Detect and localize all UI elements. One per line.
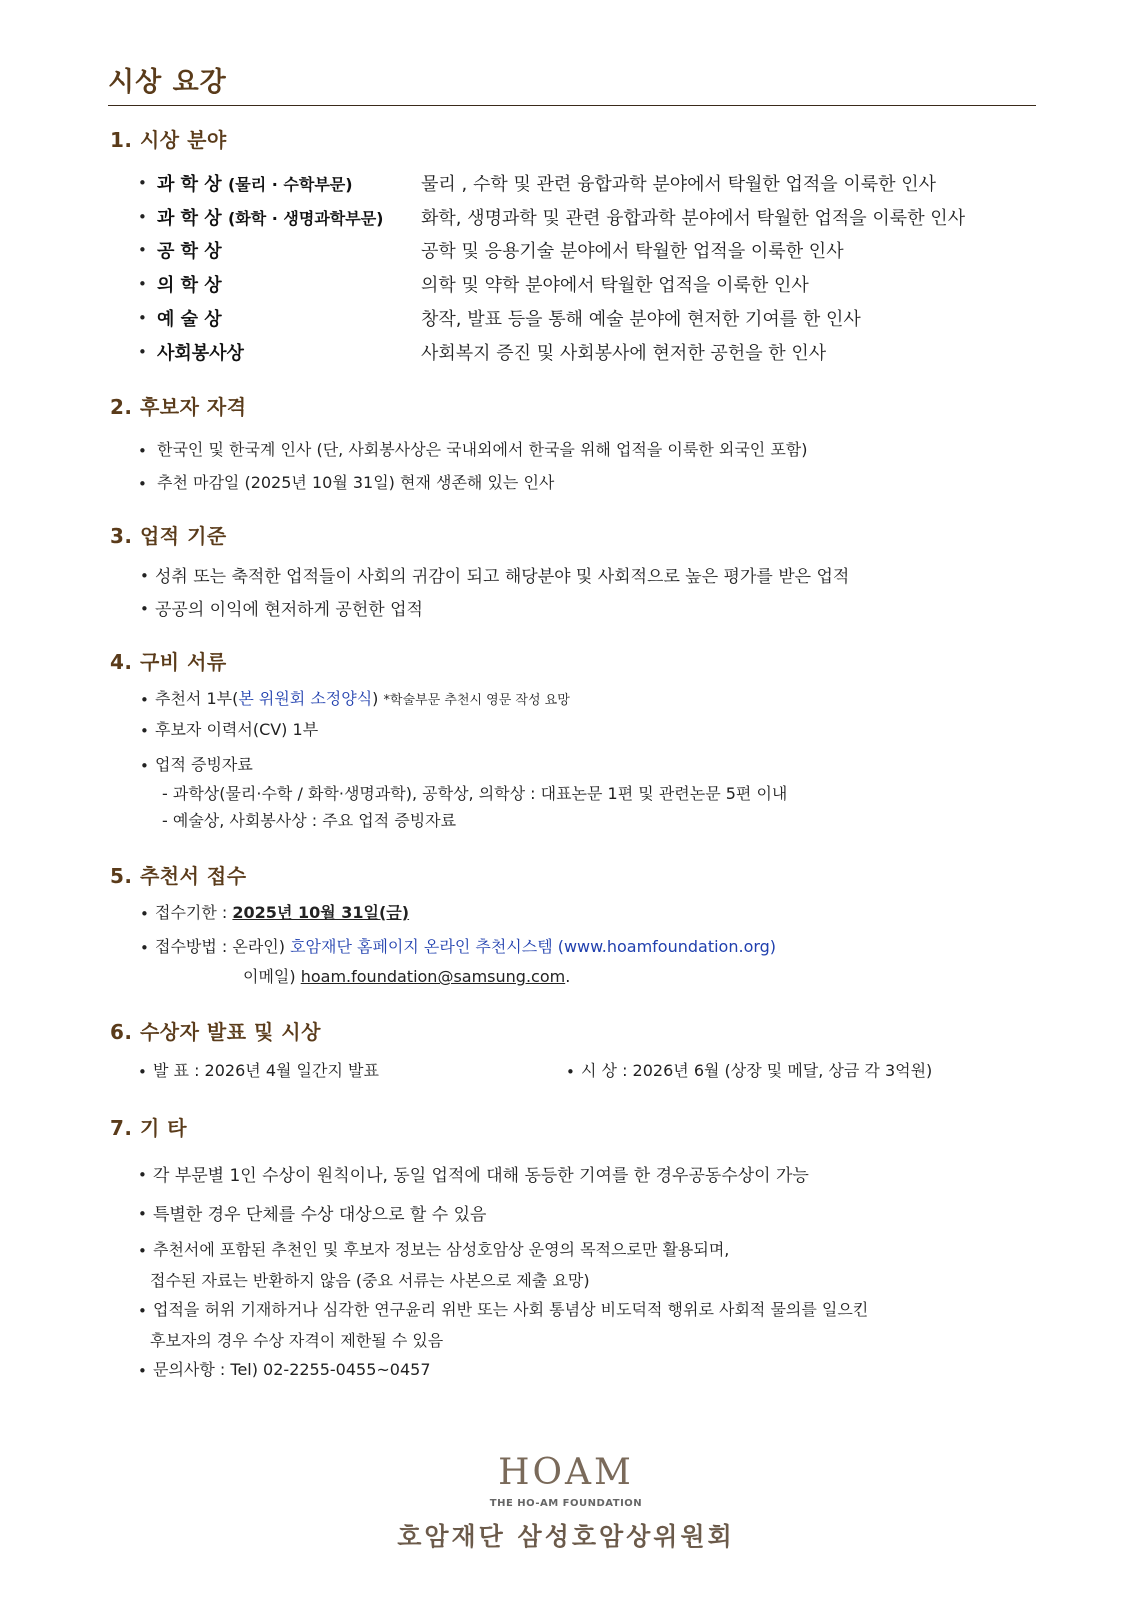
bullet-icon: • xyxy=(138,275,147,293)
misc-item-continued: 접수된 자료는 반환하지 않음 (중요 서류는 사본으로 제출 요망) xyxy=(150,1271,590,1290)
bullet-icon: • xyxy=(138,442,147,460)
award-description: 의학 및 약학 분야에서 탁월한 업적을 이룩한 인사 xyxy=(421,275,809,296)
bullet-icon: • xyxy=(140,567,149,585)
misc-item: 특별한 경우 단체를 수상 대상으로 할 수 있음 xyxy=(153,1205,487,1225)
deadline-date: 2025년 10월 31일(금) xyxy=(232,903,410,922)
document-item: 업적 증빙자료 xyxy=(155,755,253,774)
award-description: 사회복지 증진 및 사회봉사에 현저한 공헌을 한 인사 xyxy=(421,343,827,364)
document-subitem: - 과학상(물리·수학 / 화학·생명과학), 공학상, 의학상 : 대표논문 1편 및 관련논문 5편 이내 xyxy=(162,784,788,803)
hoam-logo: HOAM xyxy=(498,1452,634,1493)
form-link[interactable]: 본 위원회 소정양식 xyxy=(238,689,373,708)
criteria-item: 성취 또는 축적한 업적들이 사회의 귀감이 되고 해당분야 및 사회적으로 높은 평가를 받은 업적 xyxy=(155,567,850,587)
award-name: 과 학 상 (화학 · 생명과학부문) xyxy=(157,208,384,229)
deadline-row: 접수기한 : 2025년 10월 31일(금) xyxy=(155,903,410,922)
award-name: 공 학 상 xyxy=(157,241,222,262)
bullet-icon: • xyxy=(140,691,149,709)
section-heading-7: 7. 기 타 xyxy=(110,1116,188,1140)
section-heading-6: 6. 수상자 발표 및 시상 xyxy=(110,1020,321,1044)
contact-item: 문의사항 : Tel) 02-2255-0455~0457 xyxy=(153,1360,431,1379)
email-row: 이메일) hoam.foundation@samsung.com. xyxy=(243,967,571,986)
award-description: 공학 및 응용기술 분야에서 탁월한 업적을 이룩한 인사 xyxy=(421,241,844,262)
document-item: 추천서 1부(본 위원회 소정양식) *학술부문 추천시 영문 작성 요망 xyxy=(155,689,570,708)
bullet-icon: • xyxy=(138,475,147,493)
bullet-icon: • xyxy=(138,1362,147,1380)
announcement-item: 발 표 : 2026년 4월 일간지 발표 xyxy=(153,1061,379,1080)
section-heading-4: 4. 구비 서류 xyxy=(110,650,227,674)
online-system-link[interactable]: 호암재단 홈페이지 온라인 추천시스템 (www.hoamfoundation.org) xyxy=(290,937,777,956)
award-description: 물리 , 수학 및 관련 융합과학 분야에서 탁월한 업적을 이룩한 인사 xyxy=(421,174,937,195)
bullet-icon: • xyxy=(138,1302,147,1320)
eligibility-item: 한국인 및 한국계 인사 (단, 사회봉사상은 국내외에서 한국을 위해 업적을 이룩한 외국인 포함) xyxy=(157,440,808,459)
bullet-icon: • xyxy=(138,174,147,192)
ceremony-item: 시 상 : 2026년 6월 (상장 및 메달, 상금 각 3억원) xyxy=(581,1061,933,1080)
bullet-icon: • xyxy=(138,1205,147,1223)
criteria-item: 공공의 이익에 현저하게 공헌한 업적 xyxy=(155,600,423,620)
bullet-icon: • xyxy=(140,939,149,957)
bullet-icon: • xyxy=(140,722,149,740)
award-description: 창작, 발표 등을 통해 예술 분야에 현저한 기여를 한 인사 xyxy=(421,309,861,330)
bullet-icon: • xyxy=(140,905,149,923)
misc-item: 추천서에 포함된 추천인 및 후보자 정보는 삼성호암상 운영의 목적으로만 활용되며, xyxy=(153,1240,730,1259)
award-name: 사회봉사상 xyxy=(157,343,244,364)
bullet-icon: • xyxy=(566,1063,575,1081)
document-note: *학술부문 추천시 영문 작성 요망 xyxy=(383,693,570,708)
email-link[interactable]: hoam.foundation@samsung.com xyxy=(300,967,566,986)
section-heading-2: 2. 후보자 자격 xyxy=(110,395,247,419)
foundation-name: THE HO-AM FOUNDATION xyxy=(489,1498,643,1509)
misc-item: 각 부문별 1인 수상이 원칙이나, 동일 업적에 대해 동등한 기여를 한 경우공동수상이 가능 xyxy=(153,1166,809,1186)
document-title: 시상 요강 xyxy=(108,67,227,98)
bullet-icon: • xyxy=(138,343,147,361)
award-name: 예 술 상 xyxy=(157,309,222,330)
bullet-icon: • xyxy=(138,208,147,226)
award-description: 화학, 생명과학 및 관련 융합과학 분야에서 탁월한 업적을 이룩한 인사 xyxy=(421,208,966,229)
award-name: 과 학 상 (물리 · 수학부문) xyxy=(157,174,353,195)
eligibility-item: 추천 마감일 (2025년 10월 31일) 현재 생존해 있는 인사 xyxy=(157,473,555,492)
committee-name: 호암재단 삼성호암상위원회 xyxy=(397,1522,735,1551)
bullet-icon: • xyxy=(138,1166,147,1184)
misc-item-continued: 후보자의 경우 수상 자격이 제한될 수 있음 xyxy=(150,1331,444,1350)
document-item: 후보자 이력서(CV) 1부 xyxy=(155,720,319,739)
bullet-icon: • xyxy=(138,1063,147,1081)
award-name: 의 학 상 xyxy=(157,275,222,296)
bullet-icon: • xyxy=(140,757,149,775)
section-heading-3: 3. 업적 기준 xyxy=(110,524,227,548)
bullet-icon: • xyxy=(138,309,147,327)
document-subitem: - 예술상, 사회봉사상 : 주요 업적 증빙자료 xyxy=(162,811,457,830)
section-heading-1: 1. 시상 분야 xyxy=(110,128,227,152)
title-divider xyxy=(108,105,1036,106)
section-heading-5: 5. 추천서 접수 xyxy=(110,864,247,888)
bullet-icon: • xyxy=(140,600,149,618)
bullet-icon: • xyxy=(138,1242,147,1260)
bullet-icon: • xyxy=(138,241,147,259)
method-row: 접수방법 : 온라인) 호암재단 홈페이지 온라인 추천시스템 (www.hoamfoundation.org) xyxy=(155,937,777,956)
misc-item: 업적을 허위 기재하거나 심각한 연구윤리 위반 또는 사회 통념상 비도덕적 행위로 사회적 물의를 일으킨 xyxy=(153,1300,869,1319)
